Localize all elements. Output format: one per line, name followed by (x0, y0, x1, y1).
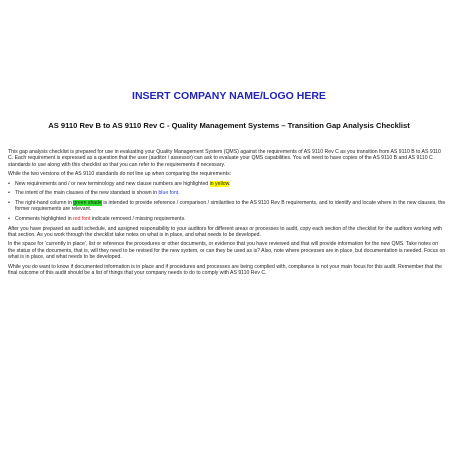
legend-green-end: is intended to provide reference / comparison / similarities to the AS 9110 Rev B requirements, and to identify and locate where in the new clauses, the former requirements are relevant. (15, 200, 446, 213)
red-font-sample: red font (73, 215, 91, 222)
document-title: AS 9110 Rev B to AS 9110 Rev C - Quality Management Systems – Transition Gap Analysis Checklist (48, 121, 410, 130)
legend-green-text: The right-hand column in (15, 200, 74, 207)
company-logo-placeholder: INSERT COMPANY NAME/LOGO HERE (132, 90, 326, 102)
blue-font-sample: blue font (158, 190, 179, 197)
legend-yellow-text: New requirements and / or new terminology and new clause numbers are highlighted (15, 180, 210, 187)
audit-schedule-paragraph: After you have prepared an audit schedule, and assigned responsibility to your auditors for different areas or processes to audit, copy each section of the checklist for the auditors working with that section. As you work through the checklist take notes on what is in place, and what needs to be developed. (8, 225, 442, 238)
legend-blue-text: The intent of the main clauses of the new standard is shown in (15, 190, 159, 197)
legend-yellow-end: . (229, 180, 231, 187)
list-item (8, 190, 446, 196)
currently-in-place-paragraph: In the space for ‘currently in place’, list or reference the procedures or other documents, or evidence that you have reviewed and that will provide information for the new QMS. Take notes on the status of the documents, that is, will they need to be revised for the new system, or can they be used as is? Also, note where processes are in place, but documentation is needed. Focus on what is in place, and what needs to be developed. (8, 241, 446, 260)
document-body (8, 149, 446, 280)
list-item (8, 216, 446, 222)
compliance-paragraph: While you do want to know if documented information is in place and if procedures and processes are being complied with, compliance is not your main focus for this audit. Remember that the final outcome of this audit should be a list of things that your company needs to do to comply with AS 9110 Rev C. (8, 263, 443, 276)
intro-paragraph: This gap analysis checklist is prepared for use in evaluating your Quality Management System (QMS) against the requirements of AS 9110 Rev C as you transition from AS 9110 B to AS 9110 C. Each requirement is expressed as a question that the user (auditor / assessor) can ask to evaluate your QMS capabilities. You will need to have copies of the AS 9110 B and AS 9110 C standards to use along with this checklist so that you can refer to the requirements if necessary. (8, 149, 441, 168)
legend-blue-end: . (178, 190, 180, 197)
list-item (8, 200, 446, 213)
comparison-lead-in: While the two versions of the AS 9110 standards do not line up when comparing the requirements: (8, 171, 232, 178)
green-shade-sample: green shade (73, 200, 102, 207)
list-item (8, 181, 446, 187)
legend-red-text: Comments highlighted in (15, 215, 74, 222)
legend-list (8, 181, 446, 222)
yellow-highlight-sample: in yellow (209, 180, 230, 187)
legend-red-end: indicate removed / missing requirements. (90, 215, 186, 222)
